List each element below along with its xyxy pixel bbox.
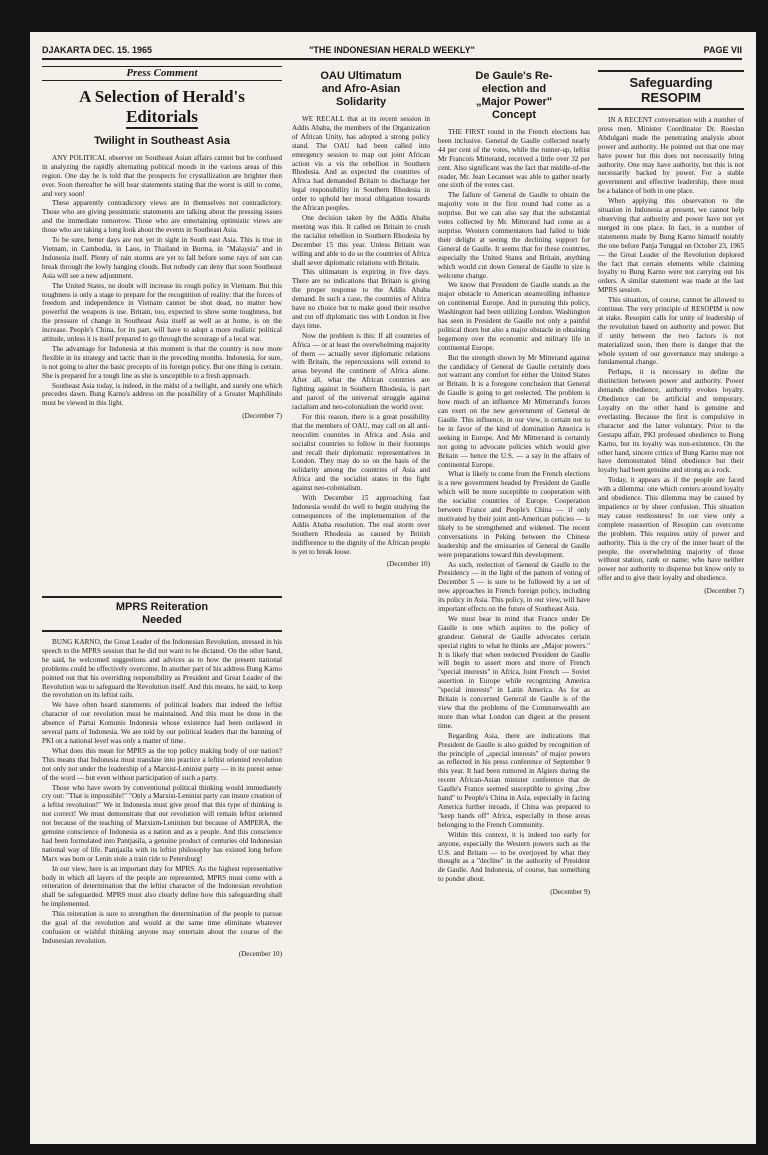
twilight-paragraph: These apparently contradictory views are in themselves not contradictory. Those who are giving pessimistic statements are talking about the pressing issues and the immediate tomorrow. Those who are entertaining optimistic views are those who are taking a long look about the events in Southeast Asia. <box>42 199 282 235</box>
resopim-body <box>598 116 744 583</box>
resopim-headline <box>598 70 744 110</box>
degaulle-paragraph: The failure of General de Gaulle to obtain the majority vote in the first round had come as a surprise. But we can also say that the substantial votes collected by Mr. Mitterand had come as a surprise. Western commentators had failed to hide their delight at seeing the declining support for General de Gaulle. It seems that for these countries, especially the United States and Britain, anything which would cut down General de Gaulle to size is welcome change. <box>438 191 590 280</box>
column-1 <box>42 66 282 586</box>
column-degaulle <box>438 66 590 1140</box>
newspaper-name: "THE INDONESIAN HERALD WEEKLY" <box>309 45 475 55</box>
degaulle-paragraph: We know that President de Gaulle stands as the major obstacle to American steamrolling influence on continental Europe. And in pursuing this policy, Washington had been utilizing London. Washington has seen in President de Gaulle not only a painful political thorn but also a major obstacle in obtaining hegemony over the economic and military life in continental Europe. <box>438 281 590 352</box>
mprs-headline-line1: MPRS Reiteration <box>115 601 209 613</box>
resopim-headline-line2: RESOPIM <box>641 90 701 105</box>
resopim-paragraph: IN A RECENT conversation with a number of press men, Minister Coordinator Dr. Roeslan Abdulgani made the penetrating analysis about power and authority. He pointed out that one may have power but this does not necessarily bring authority. One may have authority, but this is not necessarily backed by power. For a stable government and effective leadership, there must be a balance of both in one place. <box>598 116 744 196</box>
twilight-headline: Twilight in Southeast Asia <box>94 134 230 147</box>
oau-headline-line3: Solidarity <box>335 96 387 108</box>
degaulle-paragraph: Within this context, it is indeed too early for anyone, especially the Western powers such as the U.S. and Britain — to be overjoyed by what they thought as a "decline" in the authority of President de Gaulle. And Indonesia, of course, has something to ponder about. <box>438 830 590 884</box>
oau-paragraph: With December 15 approaching fast Indonesia would do well to begin studying the consequences of the implementation of the Addis Ababa resolution. The real storm over Southern Rhodesia as caused by British indifference to the dignity of the African people is yet to break loose. <box>292 494 430 556</box>
mprs-paragraph: BUNG KARNO, the Great Leader of the Indonesian Revolution, stressed in his speech to the MPRS session that he did not want to be dictated. On the other hand, he said, he welcomed suggestions and advices as to how the present national problems could be effectively overcome. In another part of his address Bung Karno pointed out that his overriding responsibility as President and Great Leader of the Revolution was to safeguard the Revolution itself. And this means, he said, to keep the revolution on its leftist rails. <box>42 638 282 700</box>
editorials-title <box>42 87 282 129</box>
twilight-paragraph: ANY POLITICAL observer on Southeast Asian affairs cannot but be confused in analyzing the rapidly alternating political moods in the various areas of this region. One day he is told that the prospects for crystallization are brighter then ever. Soon thereafter he will hear statements stating that the worst is still to come, and very soon! <box>42 153 282 198</box>
degaulle-headline <box>438 70 590 122</box>
degaulle-date: (December 9) <box>550 888 590 897</box>
mprs-date: (December 10) <box>238 949 282 958</box>
editorials-title-line1: A Selection of Herald's <box>79 86 245 106</box>
twilight-paragraph: The advantage for Indonesia at this moment is that the country is now more flexible in its strategy and tactic than in the preceding months. Indonesia, for sure, is not going to alter the basic precepts of its foreign policy. But one thing is certain. She is prepared for a tough line as she is susceptible to a fresh approach. <box>42 344 282 380</box>
oau-date: (December 10) <box>386 560 430 569</box>
resopim-paragraph: When applying this observation to the situation in Indonesia at present, we cannot help observing that authority and power have not yet merged in one place. In fact, in a number of statements made by Bung Karno himself notably the one before Panja Tunggal on October 23, 1965 — the Great Leader of the Revolution deplored the fact that certain elements while claiming loyalty to Bung Karno were not carrying out his orders. A similar statement was made at the last MPRS session. <box>598 197 744 295</box>
editorials-title-line2: Editorials <box>126 107 198 129</box>
degaulle-headline-line4: Concept <box>492 109 536 121</box>
twilight-paragraph: Southeast Asia today, is indeed, in the midst of a twilight, and surely one which precedes dawn. Bung Karno's address on the possibility of a Greater Maphilindo must be viewed in this light. <box>42 381 282 408</box>
twilight-paragraph: The United States, no doubt will increase its rough policy in Vietnam. But this toughness is only a stage to prepare for the recognition of reality: that the forces of freedom and independence in Vietnam cannot be shot dead, no matter how powerful the weapons is use. Britain, too, expected to show some toughness, but the pressure of change in Southeast Asia itself as well as at home, is on the increase. People's China, for its part, will have to adopt a more realistic political attitude, unless it is itself prepared to go through the scourage of a local war. <box>42 281 282 344</box>
column-resopim <box>598 66 744 1140</box>
twilight-paragraph: To be sure, better days are not yet in sight in South east Asia. This is true in Vietnam, in Cambodia, in Laos, in Thailand in Burma, in "Malaysia" and in Indonesia itself. Plenty of rain storms are yet to fall before some rays of sun can break through the lowly hanging clouds. But nobody can deny that soon Southeast Asia will see a new adjustment. <box>42 236 282 280</box>
mprs-paragraph: We have often heard statements of political leaders that indeed the leftist character of our revolution must be maintained. And this must be done in the absence of Partai Komunis Indonesia whose existence had been outlawed in several parts of Indonesia. We are told by our political leaders that the banning of PKI on a national level was only a matter of time. <box>42 701 282 745</box>
newspaper-page <box>30 32 756 1144</box>
oau-paragraph: Now the problem is this: If all countries of Africa — or at least the overwhelming majority of them — actually sever diplomatic relations with Britain, the repercussions will extend to areas beyond the continent of Africa alone. After all, what the African countries are fighting against in Southern Rhodesia, is part and parcel of the universal struggle against racialism and neo-colonialism the world over. <box>292 331 430 411</box>
degaulle-paragraph: THE FIRST round in the French elections has been inclusive. General de Gaulle collected nearly 44 per cent of the votes, while the runner-up, leftist Mr Francois Mitterand, received a little over 32 per cent. Also significant was the fact that middle-of-the reader, Mr. Jean Lecanuet was able to gather nearly one sixth of the votes cast. <box>438 128 590 190</box>
mprs-headline <box>42 596 282 632</box>
oau-headline-line1: OAU Ultimatum <box>320 70 402 82</box>
degaulle-headline-line1: De Gaule's Re- <box>475 70 553 82</box>
twilight-body <box>42 154 282 408</box>
resopim-paragraph: Perhaps, it is necessary to define the distinction between power and authority. Power demands obedience, authority evokes loyalty. Obedience can be artificial and temporary. Loyalty on the other hand is genuine and everlasting. Because the first is compulsive in character and the latter voluntary. Prior to the Gestapu affair, PKI professed obedience to Bung Karno, but its loyalty was non-existence. On the other hand, sincere critics of Bung Karno may not have demonstrated blind obedience but their loyalty had been genuine and strong as a rock. <box>598 368 744 475</box>
page-number: PAGE VII <box>703 45 742 55</box>
oau-paragraph: For this reason, there is a great possibility that the members of OAU, may call on all anti-neocolim countries in Africa and Asia and socialist countries to follow in their footsteps and recall their diplomatic representatives in London. They may do so on the basis of the solidarity among the countries of Asia and Africa and the socialist states in the fight against neo-colonialism. <box>292 412 430 493</box>
resopim-paragraph: Today, it appears as if the people are faced with a dilemma: one which centers around loyalty and obedience. This dilemma may be caused by impatience or by sheer confusion. This situation may cause restlessness! In our view only a complete reassertion of Resopim can overcome the problem. This requires unity of power and authority. This is the cry of the inner heart of the people, the overwhelming majority of those without station, rank or name; who have neither power nor authority to dispense but know only to offer and to give their loyalty and obedience. <box>598 476 744 583</box>
oau-paragraph: WE RECALL that at its recent session in Addis Ababa, the members of the Organization of African Unity, has adopted a strong policy stand. The OAU had been called into emergency session to map out joint African action vis a vis the rebellion in Southern Rhodesia. And as expected the countries of Africa had demanded Britain to discharge her legal responsibility in Southern Rhodesia in order to uphold her moral obligation towards the African peoples. <box>292 115 430 213</box>
press-comment-label: Press Comment <box>42 66 282 81</box>
resopim-date: (December 7) <box>704 587 744 596</box>
column-oau <box>292 66 430 1140</box>
column-mprs <box>42 592 282 1140</box>
degaulle-paragraph: What is likely to come from the French elections is a new government headed by President de Gaulle which will be more suceptible to cooperation with the socialist countries of Europe. Cooperation between France and People's China — if only motivated by their joint anti-American policies — is likely to be strengthened and widened. The recent conversations in Peking between the Chinese leadership and the emissaries of General de Gaulle were preparations toward this development. <box>438 470 590 559</box>
mprs-paragraph: In our view, here is an important duty for MPRS. As the highest representative body in which all layers of the people are represented, MPRS must come with a reiteration of determination that the leftist character of the Indonesian revolution shall be safeguarded. MPRS must also clearly define how this safeguarding shall be implemented. <box>42 864 282 909</box>
mprs-paragraph: Those who have sworn by conventional political thinking would immediately cry out: "That is impossible!" "Only a Marxist-Leninist party can insure creation of a leftist revolution!" We in Indonesia must give proof that this type of thinking is not correct! We must demonstrate that our revolution will remain leftist oriented not because of the teaching of Marxism-Leninism but because of AMPERA, the genuine conscience of Indonesia as a nation and as a people. And this conscience had been formulated into Pantjasila, a genuine product of centuries old Indonesian national way of life. Pantjasila with its leftist philosophy has existed long before Marx was born or Lenin stole a train ride to Petersburg! <box>42 783 282 863</box>
degaulle-paragraph: As such, reelection of General de Gaulle to the Presidency — in the light of the pattern of voting of December 5 — is sure to be followed by a set of new approaches in French foreign policy, including its policy in Asia. This policy, in our view, will have important effects on the future of Southeast Asia. <box>438 560 590 614</box>
degaulle-paragraph: Regarding Asia, there are indications that President de Gaulle is also guided by recognition of the principle of „special interests" of major powers as reflected in his press conference of September 9 this year. It had been rumored in Algiers during the recent African-Asian minister conference that de Gaulle's France seemed susceptible to giving „free hand" to People's China in Asia, especially in facing America further inroads, if China was prepared to "keep hands off" Africa, especially in those areas belonging to the French Community. <box>438 731 590 829</box>
degaulle-body <box>438 128 590 884</box>
oau-paragraph: One decision taken by the Addis Ababa meeting was this. It called on Britain to crush the racialist rebellion in Southern Rhodesia by December 15 this year. Unless Britain was willing and able to do so the countries of Africa shall sever diplomatic relations with Britain. <box>292 213 430 267</box>
dateline: DJAKARTA DEC. 15. 1965 <box>42 45 153 55</box>
degaulle-headline-line3: „Major Power" <box>475 96 553 108</box>
oau-headline <box>292 70 430 109</box>
degaulle-headline-line2: election and <box>481 83 547 95</box>
oau-body <box>292 115 430 556</box>
degaulle-paragraph: We must bear in mind that France under De Gaulle is one which aspires to the policy of grandeur. General de Gaulle advocates certain special rights to what he thinks are „Major powers." It is likely that when reelected President de Gaulle will begin to assert more and more of French "special interests" in Africa, Joint French — Soviet assertion in Europe while recognizing America "special interests" in Latin America. As for as Britain is concerned General de Gaulle is of the view that the problems of the Commonwealth are more than what London can digest at the present time. <box>438 614 590 730</box>
masthead <box>42 44 742 60</box>
oau-headline-line2: and Afro-Asian <box>321 83 401 95</box>
resopim-paragraph: This situation, of course, cannot be allowed to continue. The very principle of RESOPIM is now at stake. Resopim calls for unity of leadership of the revolution based on authority and power. But if unity between the two factors is not materialized soon, then there is danger that the whole system of our governance may undergo a fundamental change. <box>598 296 744 367</box>
resopim-headline-line1: Safeguarding <box>629 75 713 90</box>
mprs-paragraph: This reiteration is sure to strengthen the determination of the people to pursue the goal of the revolution and would at the same time eliminate whatever confusion or wishful thinking anyone may entertain about the course of the Indonesian revolution. <box>42 910 282 945</box>
mprs-paragraph: What does this mean for MPRS as the top policy making body of our nation? This means that Indonesia must translate into practice a leftist oriented revolution not only not under the leadership of a Marxist-Leninist party — in its purest sense of the word — but even without participation of such a party. <box>42 746 282 782</box>
mprs-body <box>42 638 282 946</box>
oau-paragraph: This ultimatum is expiring in five days. There are no indications that Britain is giving the proper response to the Addis Ababa demand. In such a case, the countries of Africa have no choice but to make good their resolve and cut off diplomatic ties with London in five days time. <box>292 268 430 330</box>
degaulle-paragraph: But the strength shown by Mr Mitterand against the candidacy of General de Gaulle certainly does not warrant any comfort for either the United States or Britain. It is a foregone conclusion that General de Gaulle is going to get reelected. The problem is how much of an influence Mr Mitterrand's forces can exert on the new government of General de Gaulle. This influence, in our view, is certain not to be in favor of the kind of domination America is seeking in Europe. And Mr Mitterrand is certainly not going to advocate policies which would give Britain — hence the U.S. — a say in the affairs of continental Europe. <box>438 353 590 469</box>
twilight-date: (December 7) <box>242 412 282 421</box>
mprs-headline-line2: Needed <box>142 614 182 626</box>
